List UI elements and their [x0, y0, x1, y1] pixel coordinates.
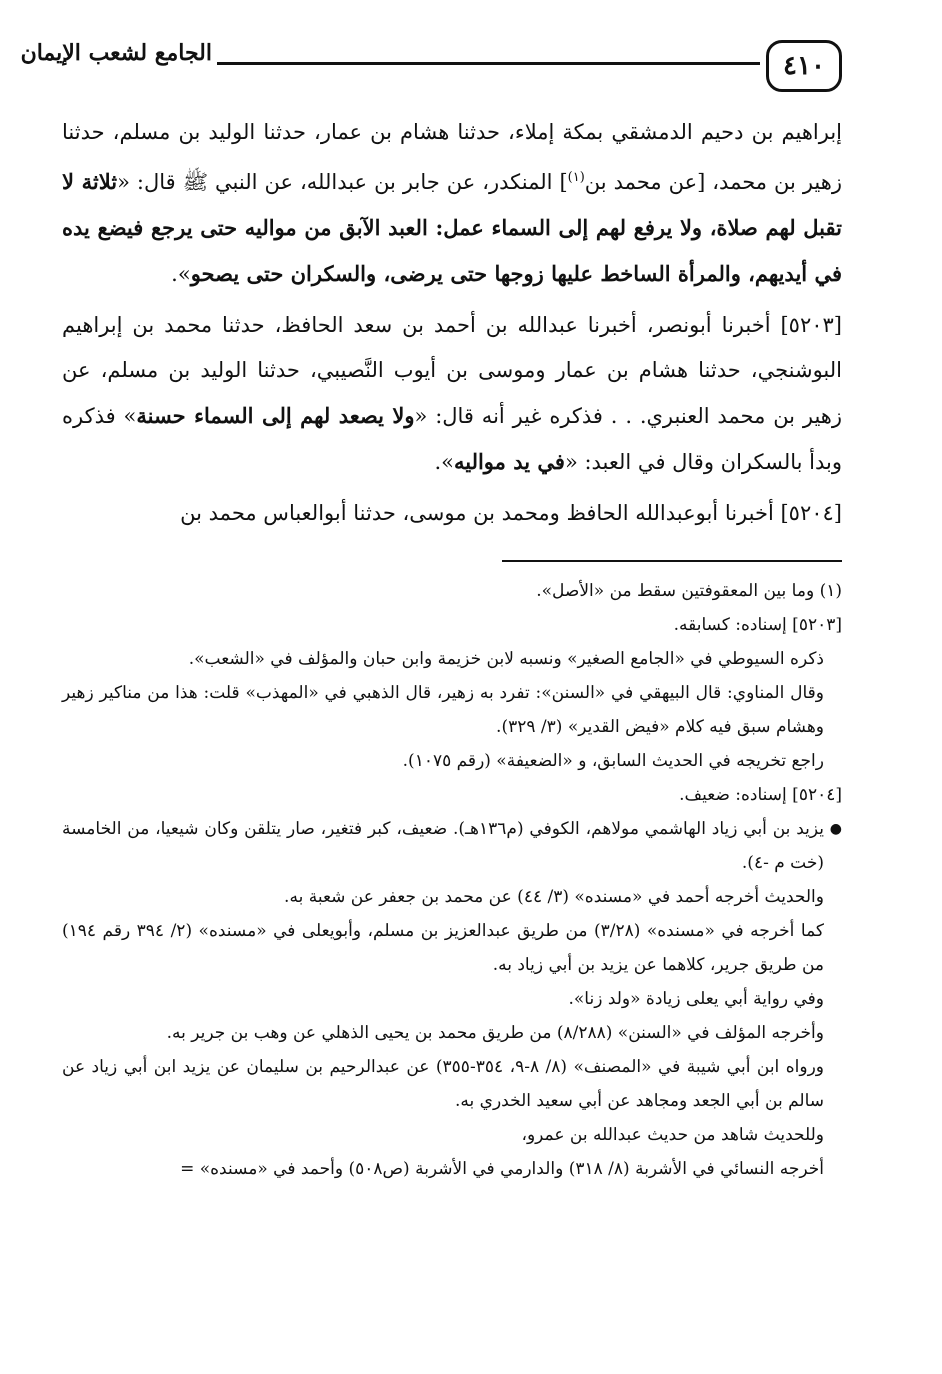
bullet-icon: ● — [829, 821, 842, 837]
footnote-heading-5203: [٥٢٠٣] إسناده: كسابقه. — [673, 615, 842, 635]
footnote-bullet-item — [62, 812, 842, 880]
text-run: ] المنكدر، عن جابر بن عبدالله، عن النبي ﷺ قال: « — [117, 170, 568, 194]
text-run: ». — [434, 450, 454, 474]
footnote-line: ورواه ابن أبي شيبة في «المصنف» (٨/ ٨-٩، ٣٥٤-٣٥٥) عن عبدالرحيم بن سليمان عن يزيد ابن أبي زياد عن سالم بن أبي الجعد ومجاهد عن أبي سعيد الخدري به. — [62, 1057, 824, 1111]
footnote-line: وأخرجه المؤلف في «السنن» (٨/٢٨٨) من طريق محمد بن يحيى الذهلي عن وهب بن جرير به. — [166, 1023, 824, 1043]
footnote-line: كما أخرجه في «مسنده» (٣/٢٨) من طريق عبدالعزيز بن مسلم، وأبويعلى في «مسنده» (٢/ ٣٩٤ رقم ١٩٤) من طريق جرير، كلاهما عن يزيد بن أبي زياد به. — [62, 921, 824, 975]
footnote-line: والحديث أخرجه أحمد في «مسنده» (٣/ ٤٤) عن محمد بن جعفر عن شعبة به. — [284, 887, 824, 907]
header-rule — [217, 62, 760, 65]
footnote-line: وفي رواية أبي يعلى زيادة «ولد زنا». — [568, 989, 824, 1009]
text-run: ». — [171, 262, 191, 286]
footnote-line: وللحديث شاهد من حديث عبدالله بن عمرو، — [521, 1125, 824, 1145]
footnote-line: أخرجه النسائي في الأشربة (٨/ ٣١٨) والدارمي في الأشربة (ص٥٠٨) وأحمد في «مسنده» = — [180, 1159, 824, 1179]
hadith-text-bold: في يد مواليه — [453, 449, 565, 474]
main-text — [62, 110, 842, 536]
text-run: [٥٢٠٣] أخبرنا أبونصر، أخبرنا عبدالله بن أحمد بن سعد الحافظ، حدثنا محمد بن إبراهيم البوشنجي، حدثنا هشام بن عمار وموسى بن أيوب النَّصيبي، حدثنا الوليد بن مسلم، عن زهير بن محمد العنبري. . . فذكره غير أنه قال: « — [62, 313, 843, 428]
footnote-separator — [502, 560, 842, 562]
page-number-box: ٤١٠ — [766, 40, 842, 92]
footnote-line: ذكره السيوطي في «الجامع الصغير» ونسبه لابن خزيمة وابن حبان والمؤلف في «الشعب». — [188, 649, 824, 669]
footnote-marker: (١) — [567, 170, 585, 185]
hadith-5203-paragraph — [62, 303, 842, 485]
hadith-paragraph — [62, 110, 842, 297]
hadith-text-bold: ولا يصعد لهم إلى السماء حسنة — [136, 403, 415, 428]
running-title: الجامع لشعب الإيمان — [20, 40, 212, 66]
footnote-heading-5204: [٥٢٠٤] إسناده: ضعيف. — [679, 785, 842, 805]
footnote-line: وقال المناوي: قال البيهقي في «السنن»: تفرد به زهير، قال الذهبي في «المهذب» قلت: هذا من مناكير زهير وهشام سبق فيه كلام «فيض القدير» (٣/ ٣٢٩). — [62, 683, 824, 737]
book-page — [20, 40, 843, 1186]
footnote-1: (١) وما بين المعقوفتين سقط من «الأصل». — [536, 581, 842, 601]
text-run: » فذكره وبدأ بالسكران وقال في العبد: « — [62, 404, 842, 474]
footnote-line: راجع تخريجه في الحديث السابق، و «الضعيفة» (رقم ١٠٧٥). — [402, 751, 824, 771]
hadith-text-bold: ثلاثة لا تقبل لهم صلاة، ولا يرفع لهم إلى السماء عمل: العبد الآبق من مواليه حتى يرجع فيضع يده في أيديهم، والمرأة الساخط عليها زوجها حتى يرضى، والسكران حتى يصحو — [62, 169, 842, 286]
footnotes — [62, 574, 842, 1186]
hadith-5204-paragraph: [٥٢٠٤] أخبرنا أبوعبدالله الحافظ ومحمد بن موسى، حدثنا أبوالعباس محمد بن — [180, 501, 842, 525]
text-run: إبراهيم بن دحيم الدمشقي بمكة إملاء، حدثنا هشام بن عمار، حدثنا الوليد بن مسلم، حدثنا زهير بن محمد، [عن محمد بن — [62, 120, 842, 194]
page-header — [20, 40, 842, 110]
footnote-line: يزيد بن أبي زياد الهاشمي مولاهم، الكوفي (م١٣٦هـ). ضعيف، كبر فتغير، صار يتلقن وكان شيعيا، من الخامسة (خت م -٤). — [62, 819, 824, 873]
